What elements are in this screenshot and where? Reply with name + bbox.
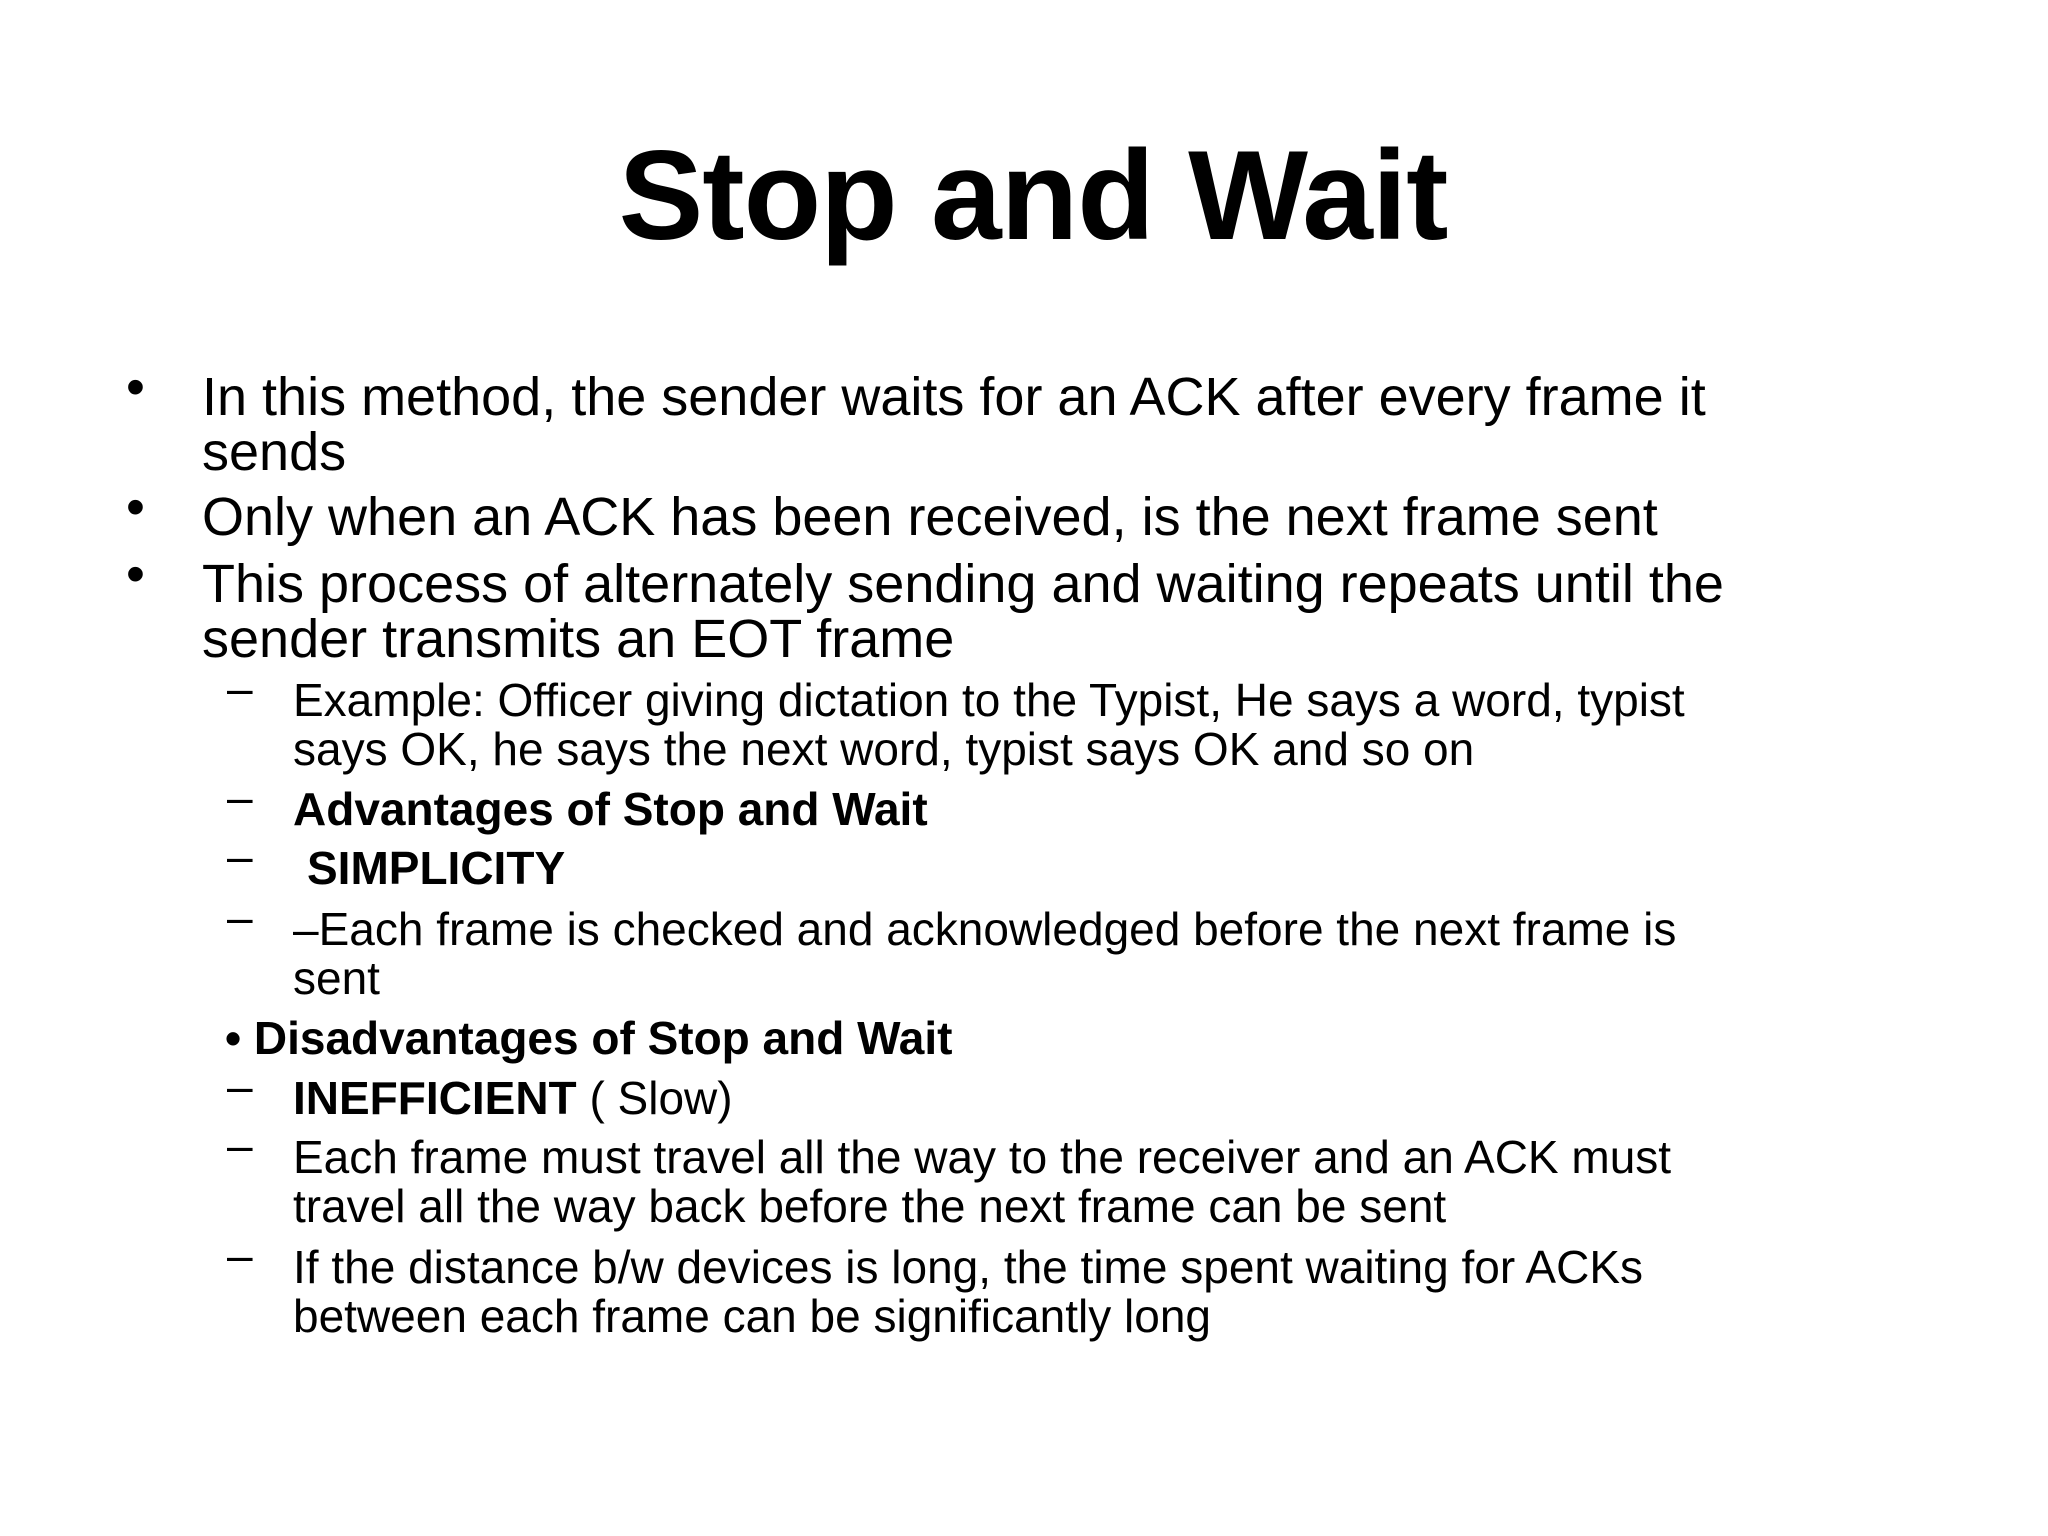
sub-item-text: sent xyxy=(293,952,380,1004)
dash-icon: – xyxy=(227,830,253,882)
bullet-icon: • xyxy=(126,477,145,537)
bullet-text: Only when an ACK has been received, is the next frame sent xyxy=(202,487,1658,547)
bullet-icon: • xyxy=(126,544,145,604)
bullet-item xyxy=(126,544,1842,669)
sub-item-text: Example: Officer giving dictation to the Typist, He says a word, typist xyxy=(293,674,1685,726)
disadvantages-item xyxy=(225,1014,953,1063)
inefficient-note: ( Slow) xyxy=(576,1072,733,1124)
advantages-heading: Advantages of Stop and Wait xyxy=(293,783,928,835)
sub-item xyxy=(227,1119,1893,1232)
sub-item xyxy=(227,771,1893,835)
sub-item-text: –Each frame is checked and acknowledged before the next frame is xyxy=(293,903,1677,955)
dash-icon: – xyxy=(227,662,253,714)
sub-item-text: If the distance b/w devices is long, the time spent waiting for ACKs xyxy=(293,1241,1644,1293)
dash-icon: – xyxy=(227,1229,253,1281)
inefficient-label: INEFFICIENT xyxy=(293,1072,577,1124)
bullet-item xyxy=(126,477,1842,547)
simplicity-label: SIMPLICITY xyxy=(307,842,566,894)
bullet-icon: • xyxy=(126,357,145,417)
sub-item xyxy=(227,1060,1893,1124)
slide-title: Stop and Wait xyxy=(618,124,1448,266)
dash-icon: – xyxy=(227,1119,253,1171)
dash-icon: – xyxy=(227,771,253,823)
sub-item-text xyxy=(293,1074,1893,1123)
bullet-icon: • xyxy=(225,1012,242,1064)
sub-item-text: between each frame can be significantly long xyxy=(293,1290,1212,1342)
sub-item xyxy=(227,1229,1893,1342)
dash-icon: – xyxy=(227,1060,253,1112)
bullet-item xyxy=(126,357,1842,482)
bullet-text: sender transmits an EOT frame xyxy=(202,609,955,669)
sub-item xyxy=(227,662,1893,775)
sub-item-text: travel all the way back before the next frame can be sent xyxy=(293,1180,1447,1232)
sub-item xyxy=(227,830,1893,894)
dash-icon: – xyxy=(227,891,253,943)
sub-item xyxy=(227,891,1893,1004)
bullet-text: In this method, the sender waits for an ACK after every frame it xyxy=(202,367,1706,427)
bullet-text: This process of alternately sending and waiting repeats until the xyxy=(202,554,1724,614)
sub-item-text: says OK, he says the next word, typist says OK and so on xyxy=(293,723,1475,775)
bullet-text: sends xyxy=(202,422,347,482)
sub-item-text: Each frame must travel all the way to the receiver and an ACK must xyxy=(293,1131,1672,1183)
disadvantages-heading: Disadvantages of Stop and Wait xyxy=(253,1012,953,1064)
